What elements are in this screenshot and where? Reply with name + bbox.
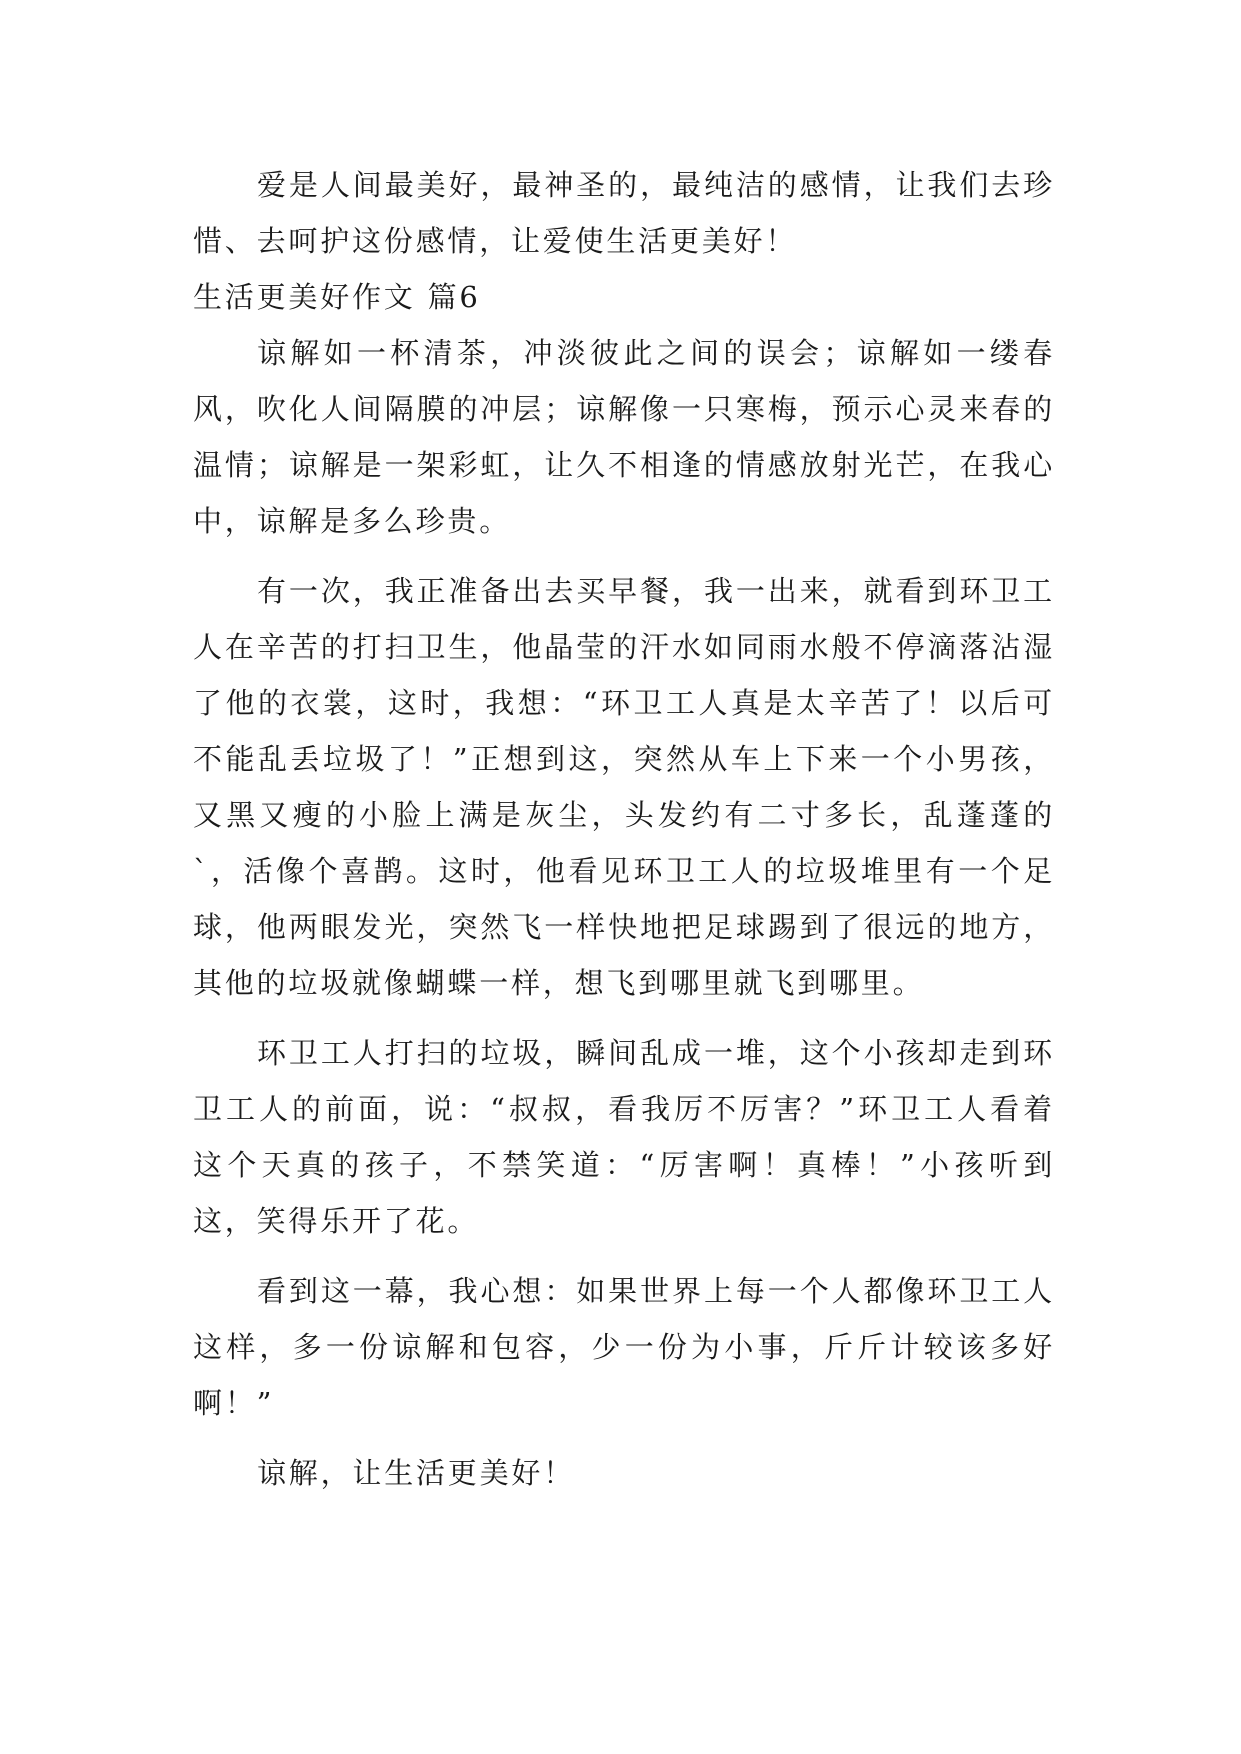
- paragraph-conclusion: 谅解，让生活更美好！: [257, 1456, 576, 1490]
- paragraph-boy: 环卫工人打扫的垃圾，瞬间乱成一堆，这个小孩却走到环卫工人的前面，说：“叔叔，看我厉不厉害？”环卫工人看着这个天真的孩子，不禁笑道：“厉害啊！真棒！”小孩听到这，笑得乐开了花。: [193, 1036, 1055, 1238]
- paragraph-intro: 谅解如一杯清茶，冲淡彼此之间的误会；谅解如一缕春风，吹化人间隔膜的冲层；谅解像一只寒梅，预示心灵来春的温情；谅解是一架彩虹，让久不相逢的情感放射光芒，在我心中，谅解是多么珍贵。: [193, 336, 1055, 538]
- paragraph-closing-previous: 爱是人间最美好，最神圣的，最纯洁的感情，让我们去珍惜、去呵护这份感情，让爱使生活更美好！: [193, 168, 1055, 258]
- paragraph-reflection: 看到这一幕，我心想：如果世界上每一个人都像环卫工人这样，多一份谅解和包容，少一份为小事，斤斤计较该多好啊！”: [193, 1274, 1055, 1420]
- document-body: [193, 157, 1055, 1501]
- essay-heading: 生活更美好作文 篇6: [193, 280, 481, 314]
- paragraph-story: 有一次，我正准备出去买早餐，我一出来，就看到环卫工人在辛苦的打扫卫生，他晶莹的汗水如同雨水般不停滴落沾湿了他的衣裳，这时，我想：“环卫工人真是太辛苦了！以后可不能乱丢垃圾了！”正想到这，突然从车上下来一个小男孩，又黑又瘦的小脸上满是灰尘，头发约有二寸多长，乱蓬蓬的`，活像个喜鹊。这时，他看见环卫工人的垃圾堆里有一个足球，他两眼发光，突然飞一样快地把足球踢到了很远的地方，其他的垃圾就像蝴蝶一样，想飞到哪里就飞到哪里。: [193, 574, 1055, 1000]
